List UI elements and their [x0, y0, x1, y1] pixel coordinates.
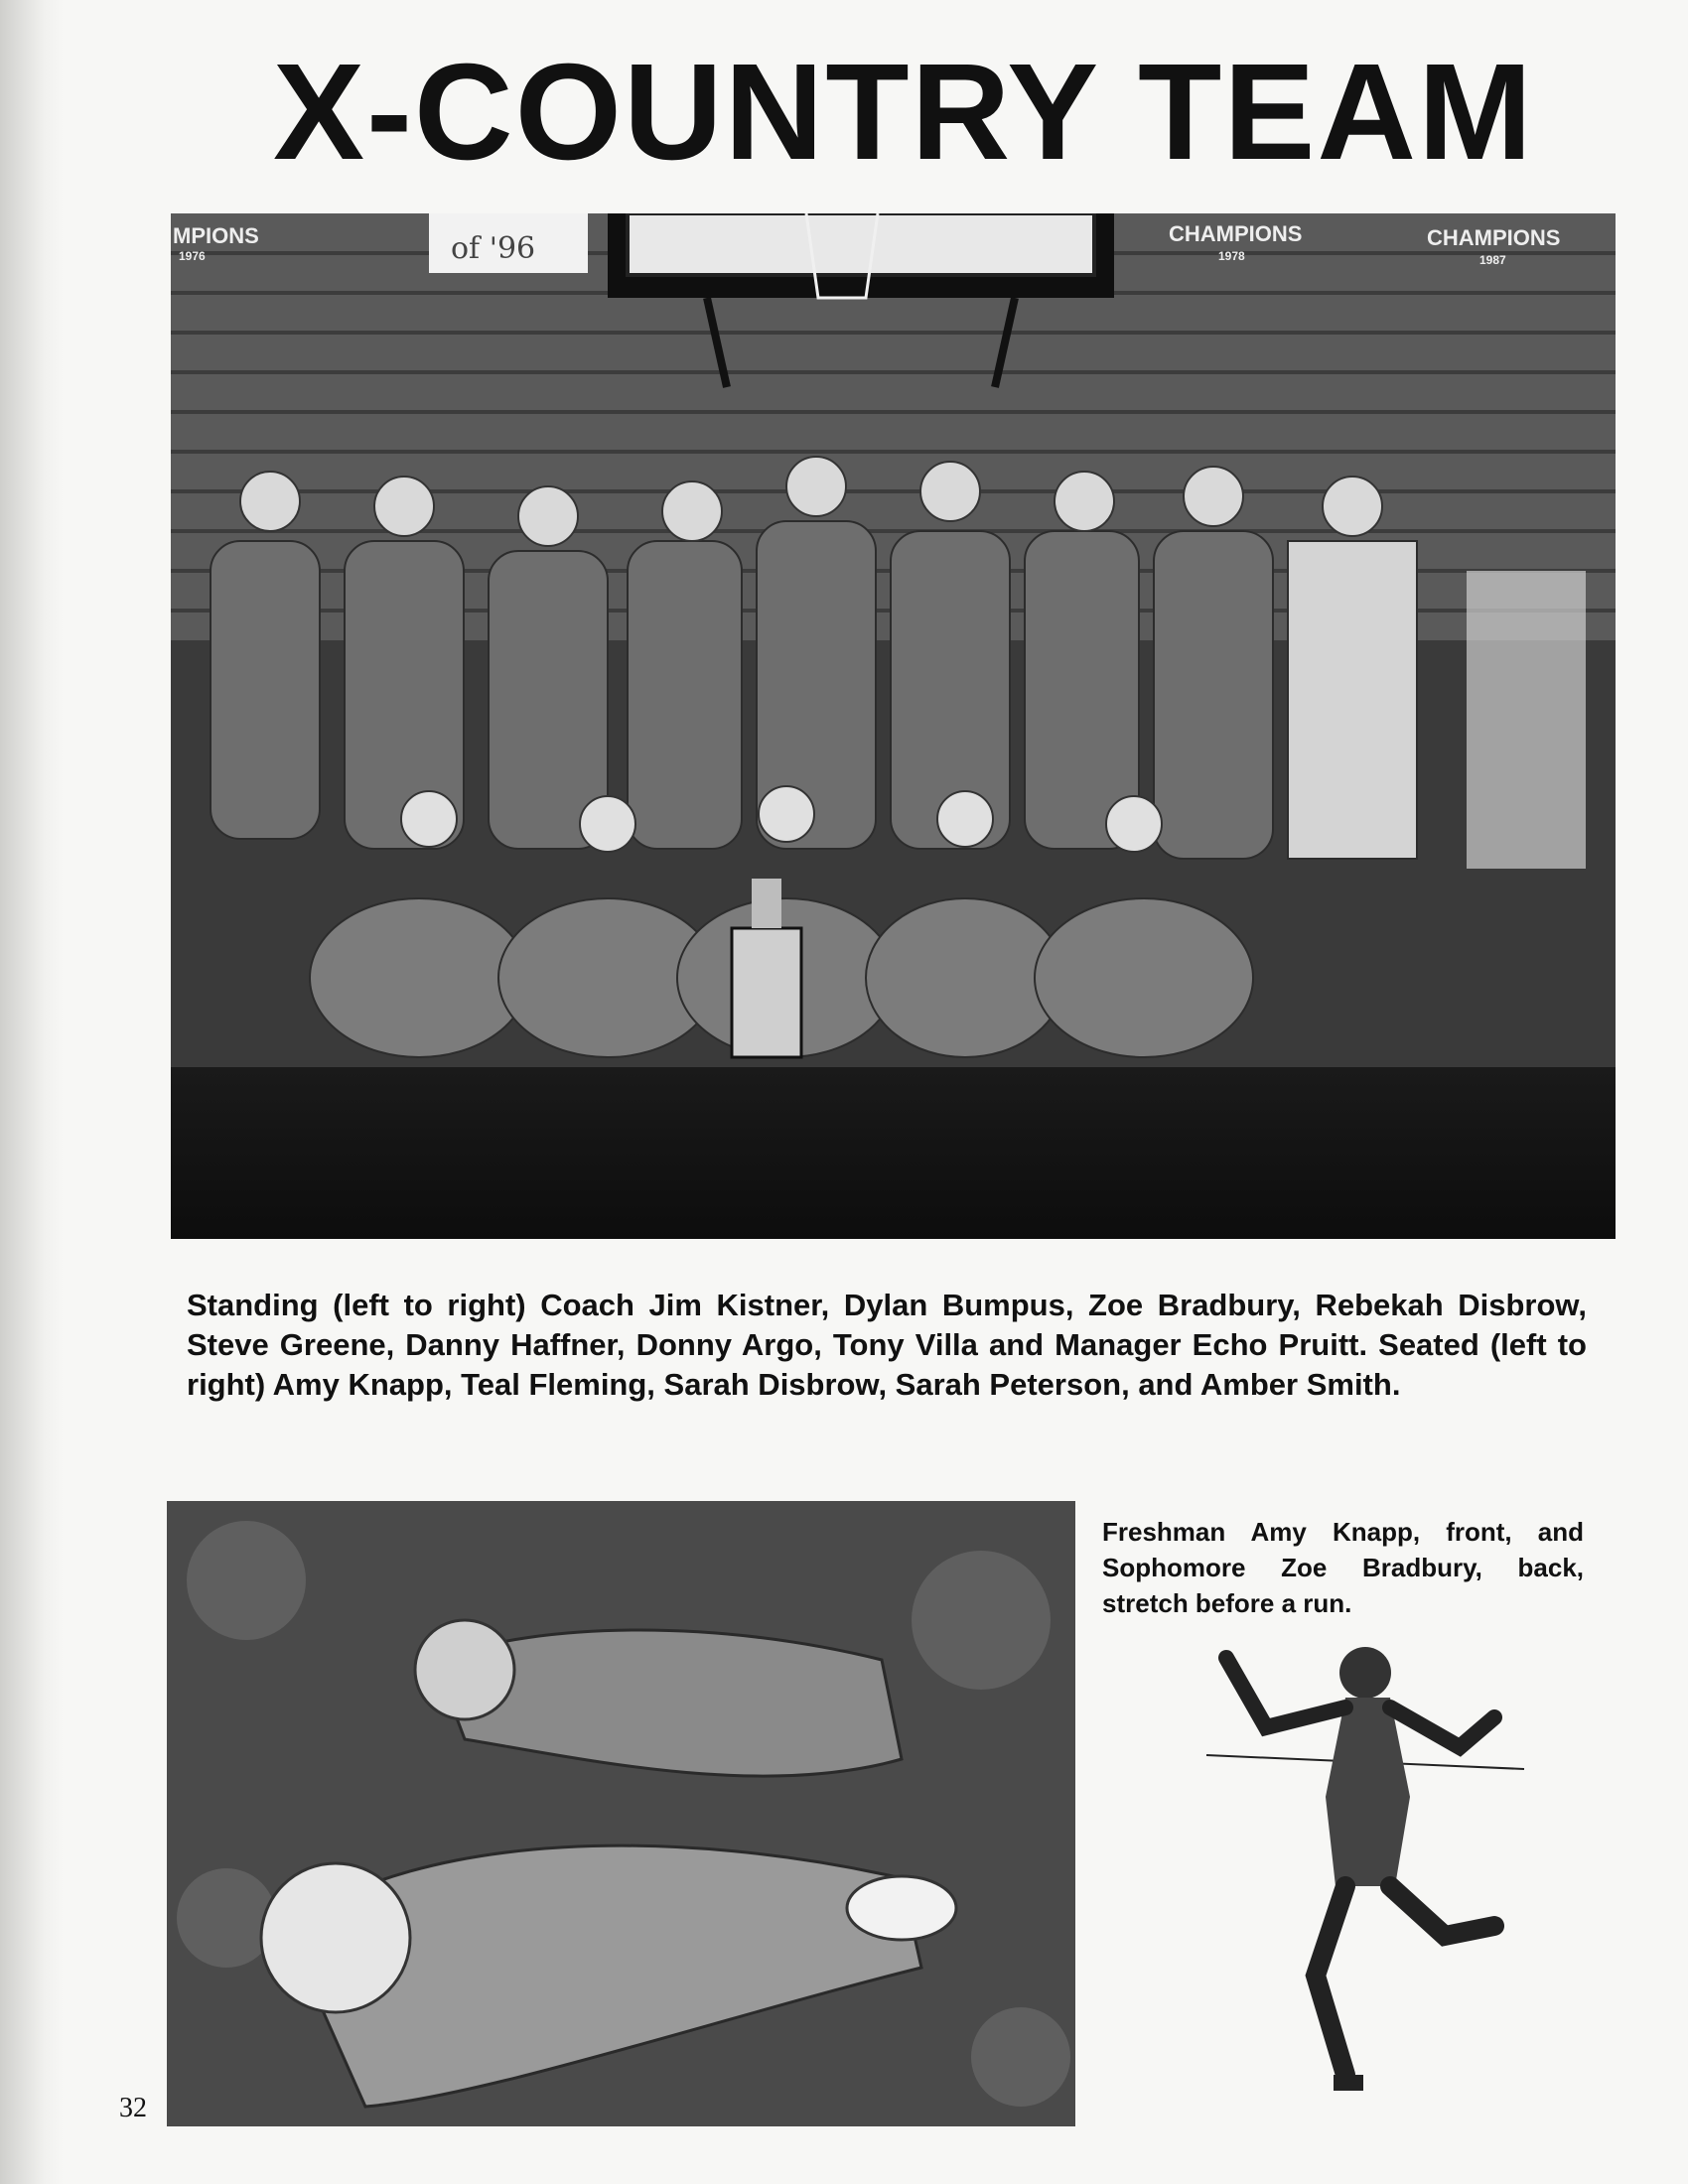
- stretch-photo-illustration: [167, 1501, 1075, 2126]
- sign-text: of '96: [451, 231, 536, 266]
- runner-illustration: [1196, 1638, 1534, 2110]
- banner-year-1: 1976: [179, 249, 206, 263]
- stretch-photo: [167, 1501, 1075, 2126]
- stretch-photo-caption: Freshman Amy Knapp, front, and Sophomore Zoe Bradbury, back, stretch before a run.: [1102, 1517, 1584, 1618]
- banner-year-2: 1978: [1218, 249, 1245, 263]
- banner-label-1: MPIONS: [173, 223, 259, 248]
- team-photo-caption: Standing (left to right) Coach Jim Kistner, Dylan Bumpus, Zoe Bradbury, Rebekah Disbrow, Steve Greene, Danny Haffner, Donny Argo, Tony Villa and Manager Echo Pruitt. Seated (left to right) Amy Knapp, Teal Fleming, Sarah Disbrow, Sarah Peterson, and Amber Smith.: [187, 1288, 1587, 1402]
- page-gutter-shadow: [0, 0, 64, 2184]
- banner-label-2: CHAMPIONS: [1169, 221, 1303, 246]
- page-number: 32: [119, 2093, 147, 2123]
- team-photo-illustration: [171, 213, 1616, 1239]
- banner-year-3: 1987: [1479, 253, 1506, 267]
- team-group-photo: [171, 213, 1616, 1239]
- banner-label-3: CHAMPIONS: [1427, 225, 1561, 250]
- page-title: X-COUNTRY TEAM: [273, 36, 1534, 189]
